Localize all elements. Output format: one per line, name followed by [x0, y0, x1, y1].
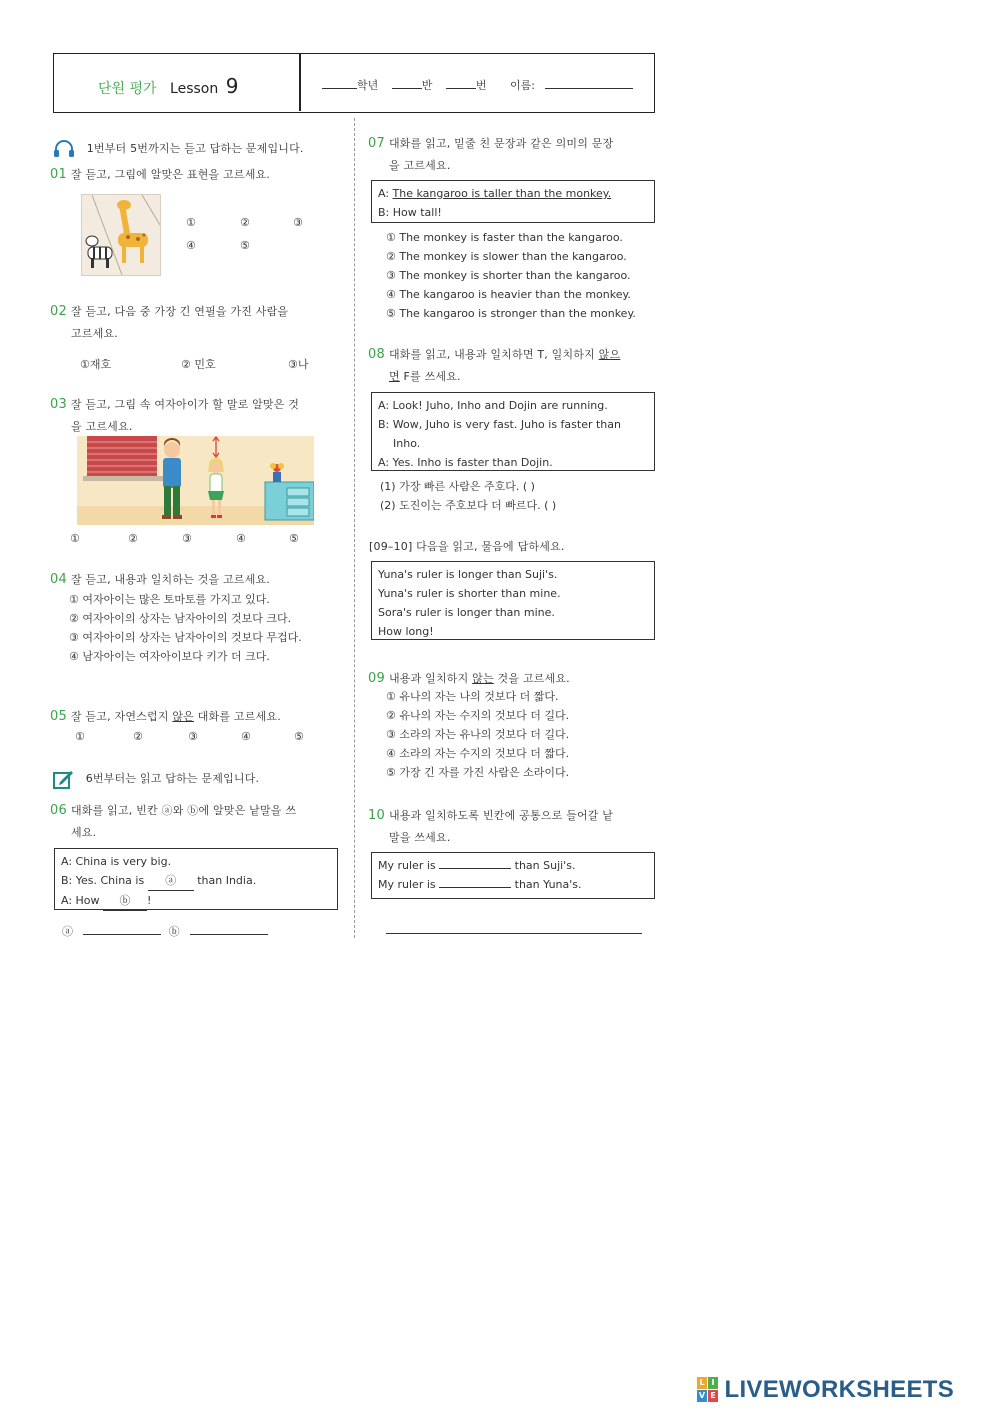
q01-option-1[interactable]: ① [186, 216, 196, 229]
q01-number: 01 [50, 167, 67, 182]
q03-option-2[interactable]: ② [128, 532, 138, 545]
listening-intro-text: 1번부터 5번까지는 듣고 답하는 문제입니다. [86, 142, 304, 155]
q10-sentence-box [371, 852, 655, 899]
q05-option-2[interactable]: ② [133, 730, 143, 743]
name-label: 이름: [510, 79, 536, 92]
q06-dialog-line3-pre: A: How [61, 894, 100, 907]
q07-dialog-underlined: The kangaroo is taller than the monkey. [392, 187, 612, 200]
q05-text-pre: 잘 듣고, 자연스럽지 [70, 710, 169, 723]
q0910-passage-line4: How long! [378, 625, 434, 638]
q0910-intro: [09–10] 다음을 읽고, 물음에 답하세요. [369, 540, 565, 553]
q06-blank-a-label: ⓐ [165, 874, 177, 887]
q06-answer-b-label: ⓑ [168, 925, 180, 938]
q06-answer-row [62, 923, 268, 939]
q06-dialog-line2-post: than India. [197, 874, 257, 887]
q08-dialog-box [371, 392, 655, 471]
q06-blank-a [148, 871, 194, 891]
q08-dialog-line4: A: Yes. Inho is faster than Dojin. [378, 456, 553, 469]
column-divider [354, 118, 355, 938]
q05-option-1[interactable]: ① [75, 730, 85, 743]
q10-number: 10 [368, 808, 385, 823]
logo-letter-i: I [708, 1377, 718, 1389]
q06-line2: 세요. [71, 826, 97, 839]
reading-intro-text: 6번부터는 읽고 답하는 문제입니다. [85, 772, 260, 785]
q07-prompt [368, 135, 613, 173]
q10-sentence-1-blank [439, 868, 511, 869]
q06-prompt [50, 802, 296, 840]
q08-line2-underlined: 면 [389, 370, 400, 383]
q06-dialog-line2-pre: B: Yes. China is [61, 874, 145, 887]
q08-dialog-line2: B: Wow, Juho is very fast. Juho is faster than [378, 418, 621, 431]
q06-dialog-line2 [61, 871, 331, 891]
q10-sentence-1 [378, 856, 648, 875]
q07-option-1[interactable]: ① The monkey is faster than the kangaroo. [386, 231, 623, 244]
grade-label: 학년 [357, 79, 379, 92]
q07-line2: 을 고르세요. [389, 159, 451, 172]
q06-dialog-line3 [61, 891, 331, 911]
q09-option-4[interactable]: ④ 소라의 자는 수지의 것보다 더 짧다. [386, 747, 570, 760]
q04-text: 잘 듣고, 내용과 일치하는 것을 고르세요. [70, 573, 271, 586]
q10-sentence-2-post: than Yuna's. [514, 878, 582, 891]
q07-dialog-line1 [378, 184, 648, 203]
q07-number: 07 [368, 136, 385, 151]
q07-dialog-line2: B: How tall! [378, 206, 442, 219]
q01-option-3[interactable]: ③ [293, 216, 303, 229]
name-blank[interactable] [545, 88, 633, 89]
q09-number: 09 [368, 671, 385, 686]
pencil-note-icon [52, 768, 74, 790]
q05-text-underlined: 않은 [172, 710, 195, 723]
q02-option-1[interactable]: ①재호 [80, 358, 112, 371]
q05-option-5[interactable]: ⑤ [294, 730, 304, 743]
logo-letter-v: V [698, 1391, 706, 1400]
lesson-number: 9 [225, 74, 239, 98]
q05-option-3[interactable]: ③ [188, 730, 198, 743]
q09-option-3[interactable]: ③ 소라의 자는 유나의 것보다 더 길다. [386, 728, 570, 741]
q07-option-4[interactable]: ④ The kangaroo is heavier than the monkey. [386, 288, 631, 301]
q03-option-5[interactable]: ⑤ [289, 532, 299, 545]
q01-image [81, 194, 161, 276]
q07-options [386, 228, 636, 323]
lesson-label: Lesson [170, 81, 219, 97]
q10-sentence-1-post: than Suji's. [514, 859, 576, 872]
q09-options [386, 687, 569, 782]
q06-dialog-line3-post: ! [147, 894, 152, 907]
q04-options [69, 590, 302, 666]
class-blank[interactable] [392, 88, 422, 89]
q04-option-1[interactable]: ① 여자아이는 많은 토마토를 가지고 있다. [69, 593, 270, 606]
listening-intro [53, 140, 304, 158]
logo-mark [697, 1377, 719, 1403]
q08-line1-underlined: 않으 [598, 348, 621, 361]
q02-number: 02 [50, 304, 67, 319]
student-info [322, 77, 633, 93]
q08-statement-2[interactable]: (2) 도진이는 주호보다 더 빠르다. ( ) [380, 499, 557, 512]
q07-dialog-prefix: A: [378, 187, 390, 200]
q10-sentence-2 [378, 875, 648, 894]
q08-line1-pre: 대화를 읽고, 내용과 일치하면 T, 일치하지 [388, 348, 595, 361]
q04-number: 04 [50, 572, 67, 587]
q06-line1: 대화를 읽고, 빈칸 ⓐ와 ⓑ에 알맞은 낱말을 쓰 [70, 804, 297, 817]
q10-sentence-1-pre: My ruler is [378, 859, 436, 872]
grade-blank[interactable] [322, 88, 357, 89]
reading-intro [52, 768, 259, 790]
q01-text: 잘 듣고, 그림에 알맞은 표현을 고르세요. [70, 168, 271, 181]
q01-option-2[interactable]: ② [240, 216, 250, 229]
q0910-passage-box [371, 561, 655, 640]
q02-line1: 잘 듣고, 다음 중 가장 긴 연필을 가진 사람을 [70, 305, 289, 318]
q01-option-5[interactable]: ⑤ [240, 239, 250, 252]
q06-dialog-line1: A: China is very big. [61, 855, 172, 868]
q08-dialog-line1: A: Look! Juho, Inho and Dojin are running. [378, 399, 608, 412]
q10-line2: 말을 쓰세요. [389, 831, 451, 844]
logo-letter-e: E [708, 1390, 718, 1402]
q04-option-2[interactable]: ② 여자아이의 상자는 남자아이의 것보다 크다. [69, 612, 292, 625]
q05-option-4[interactable]: ④ [241, 730, 251, 743]
q01-prompt [50, 166, 270, 182]
q04-prompt [50, 571, 270, 587]
q01-option-4[interactable]: ④ [186, 239, 196, 252]
q09-text-underlined: 않는 [472, 672, 494, 685]
q03-option-1[interactable]: ① [70, 532, 80, 545]
headphones-icon [53, 140, 75, 158]
q03-line2: 을 고르세요. [71, 420, 133, 433]
q09-text-post: 것을 고르세요. [497, 672, 570, 685]
logo-letter-l: L [697, 1377, 707, 1389]
q09-text-pre: 내용과 일치하지 [388, 672, 469, 685]
q0910-passage-line2: Yuna's ruler is shorter than mine. [378, 587, 561, 600]
unit-label: 단원 평가 [98, 81, 157, 97]
q06-answer-b-input[interactable] [190, 934, 268, 935]
number-label: 번 [475, 79, 487, 92]
q03-image [77, 436, 314, 525]
q04-option-4[interactable]: ④ 남자아이는 여자아이보다 키가 더 크다. [69, 650, 270, 663]
q09-option-5[interactable]: ⑤ 가장 긴 자를 가진 사람은 소라이다. [386, 766, 570, 779]
q06-answer-a-label: ⓐ [62, 925, 74, 938]
q03-prompt [50, 396, 299, 434]
q06-answer-a-input[interactable] [83, 934, 161, 935]
q03-option-3[interactable]: ③ [182, 532, 192, 545]
q07-option-3[interactable]: ③ The monkey is shorter than the kangaroo. [386, 269, 631, 282]
q10-sentence-2-pre: My ruler is [378, 878, 436, 891]
q06-number: 06 [50, 803, 67, 818]
q0910-passage-line3: Sora's ruler is longer than mine. [378, 606, 555, 619]
q07-option-2[interactable]: ② The monkey is slower than the kangaroo. [386, 250, 627, 263]
liveworksheets-logo [697, 1376, 954, 1404]
q08-number: 08 [368, 347, 385, 362]
q08-line2-post: F를 쓰세요. [403, 370, 461, 383]
q0910-passage-line1: Yuna's ruler is longer than Suji's. [378, 568, 558, 581]
q09-option-1[interactable]: ① 유나의 자는 나의 것보다 더 짧다. [386, 690, 559, 703]
brand-name: LIVEWORKSHEETS [724, 1376, 955, 1403]
q04-option-3[interactable]: ③ 여자아이의 상자는 남자아이의 것보다 무겁다. [69, 631, 302, 644]
q02-option-2[interactable]: ② 민호 [181, 358, 216, 371]
q05-text-post: 대화를 고르세요. [197, 710, 281, 723]
number-blank[interactable] [446, 88, 476, 89]
q03-option-4[interactable]: ④ [236, 532, 246, 545]
header-divider [299, 54, 301, 111]
q08-statement-1[interactable]: (1) 가장 빠른 사람은 주호다. ( ) [380, 480, 535, 493]
q10-line1: 내용과 일치하도록 빈칸에 공통으로 들어갈 낱 [388, 809, 614, 822]
class-label: 반 [421, 79, 433, 92]
q09-option-2[interactable]: ② 유나의 자는 수지의 것보다 더 길다. [386, 709, 570, 722]
header-title [98, 74, 238, 98]
q05-prompt [50, 708, 281, 724]
q03-number: 03 [50, 397, 67, 412]
q10-prompt [368, 807, 613, 845]
q07-option-5[interactable]: ⑤ The kangaroo is stronger than the monkey. [386, 307, 636, 320]
q08-prompt [368, 346, 620, 384]
q09-prompt [368, 670, 570, 686]
q08-statements [380, 477, 556, 515]
q07-line1: 대화를 읽고, 밑줄 친 문장과 같은 의미의 문장 [388, 137, 614, 150]
q08-dialog-line3: Inho. [393, 437, 421, 450]
q02-prompt [50, 303, 288, 341]
q06-dialog-box [54, 848, 338, 910]
q02-line2: 고르세요. [71, 327, 119, 340]
q10-answer-input[interactable] [386, 933, 642, 934]
header-box [53, 53, 655, 113]
q06-blank-b [103, 891, 147, 911]
q07-dialog-box [371, 180, 655, 223]
q03-line1: 잘 듣고, 그림 속 여자아이가 할 말로 알맞은 것 [70, 398, 300, 411]
q10-sentence-2-blank [439, 887, 511, 888]
q02-option-3[interactable]: ③나 [288, 358, 309, 371]
q06-blank-b-label: ⓑ [119, 894, 131, 907]
q05-number: 05 [50, 709, 67, 724]
